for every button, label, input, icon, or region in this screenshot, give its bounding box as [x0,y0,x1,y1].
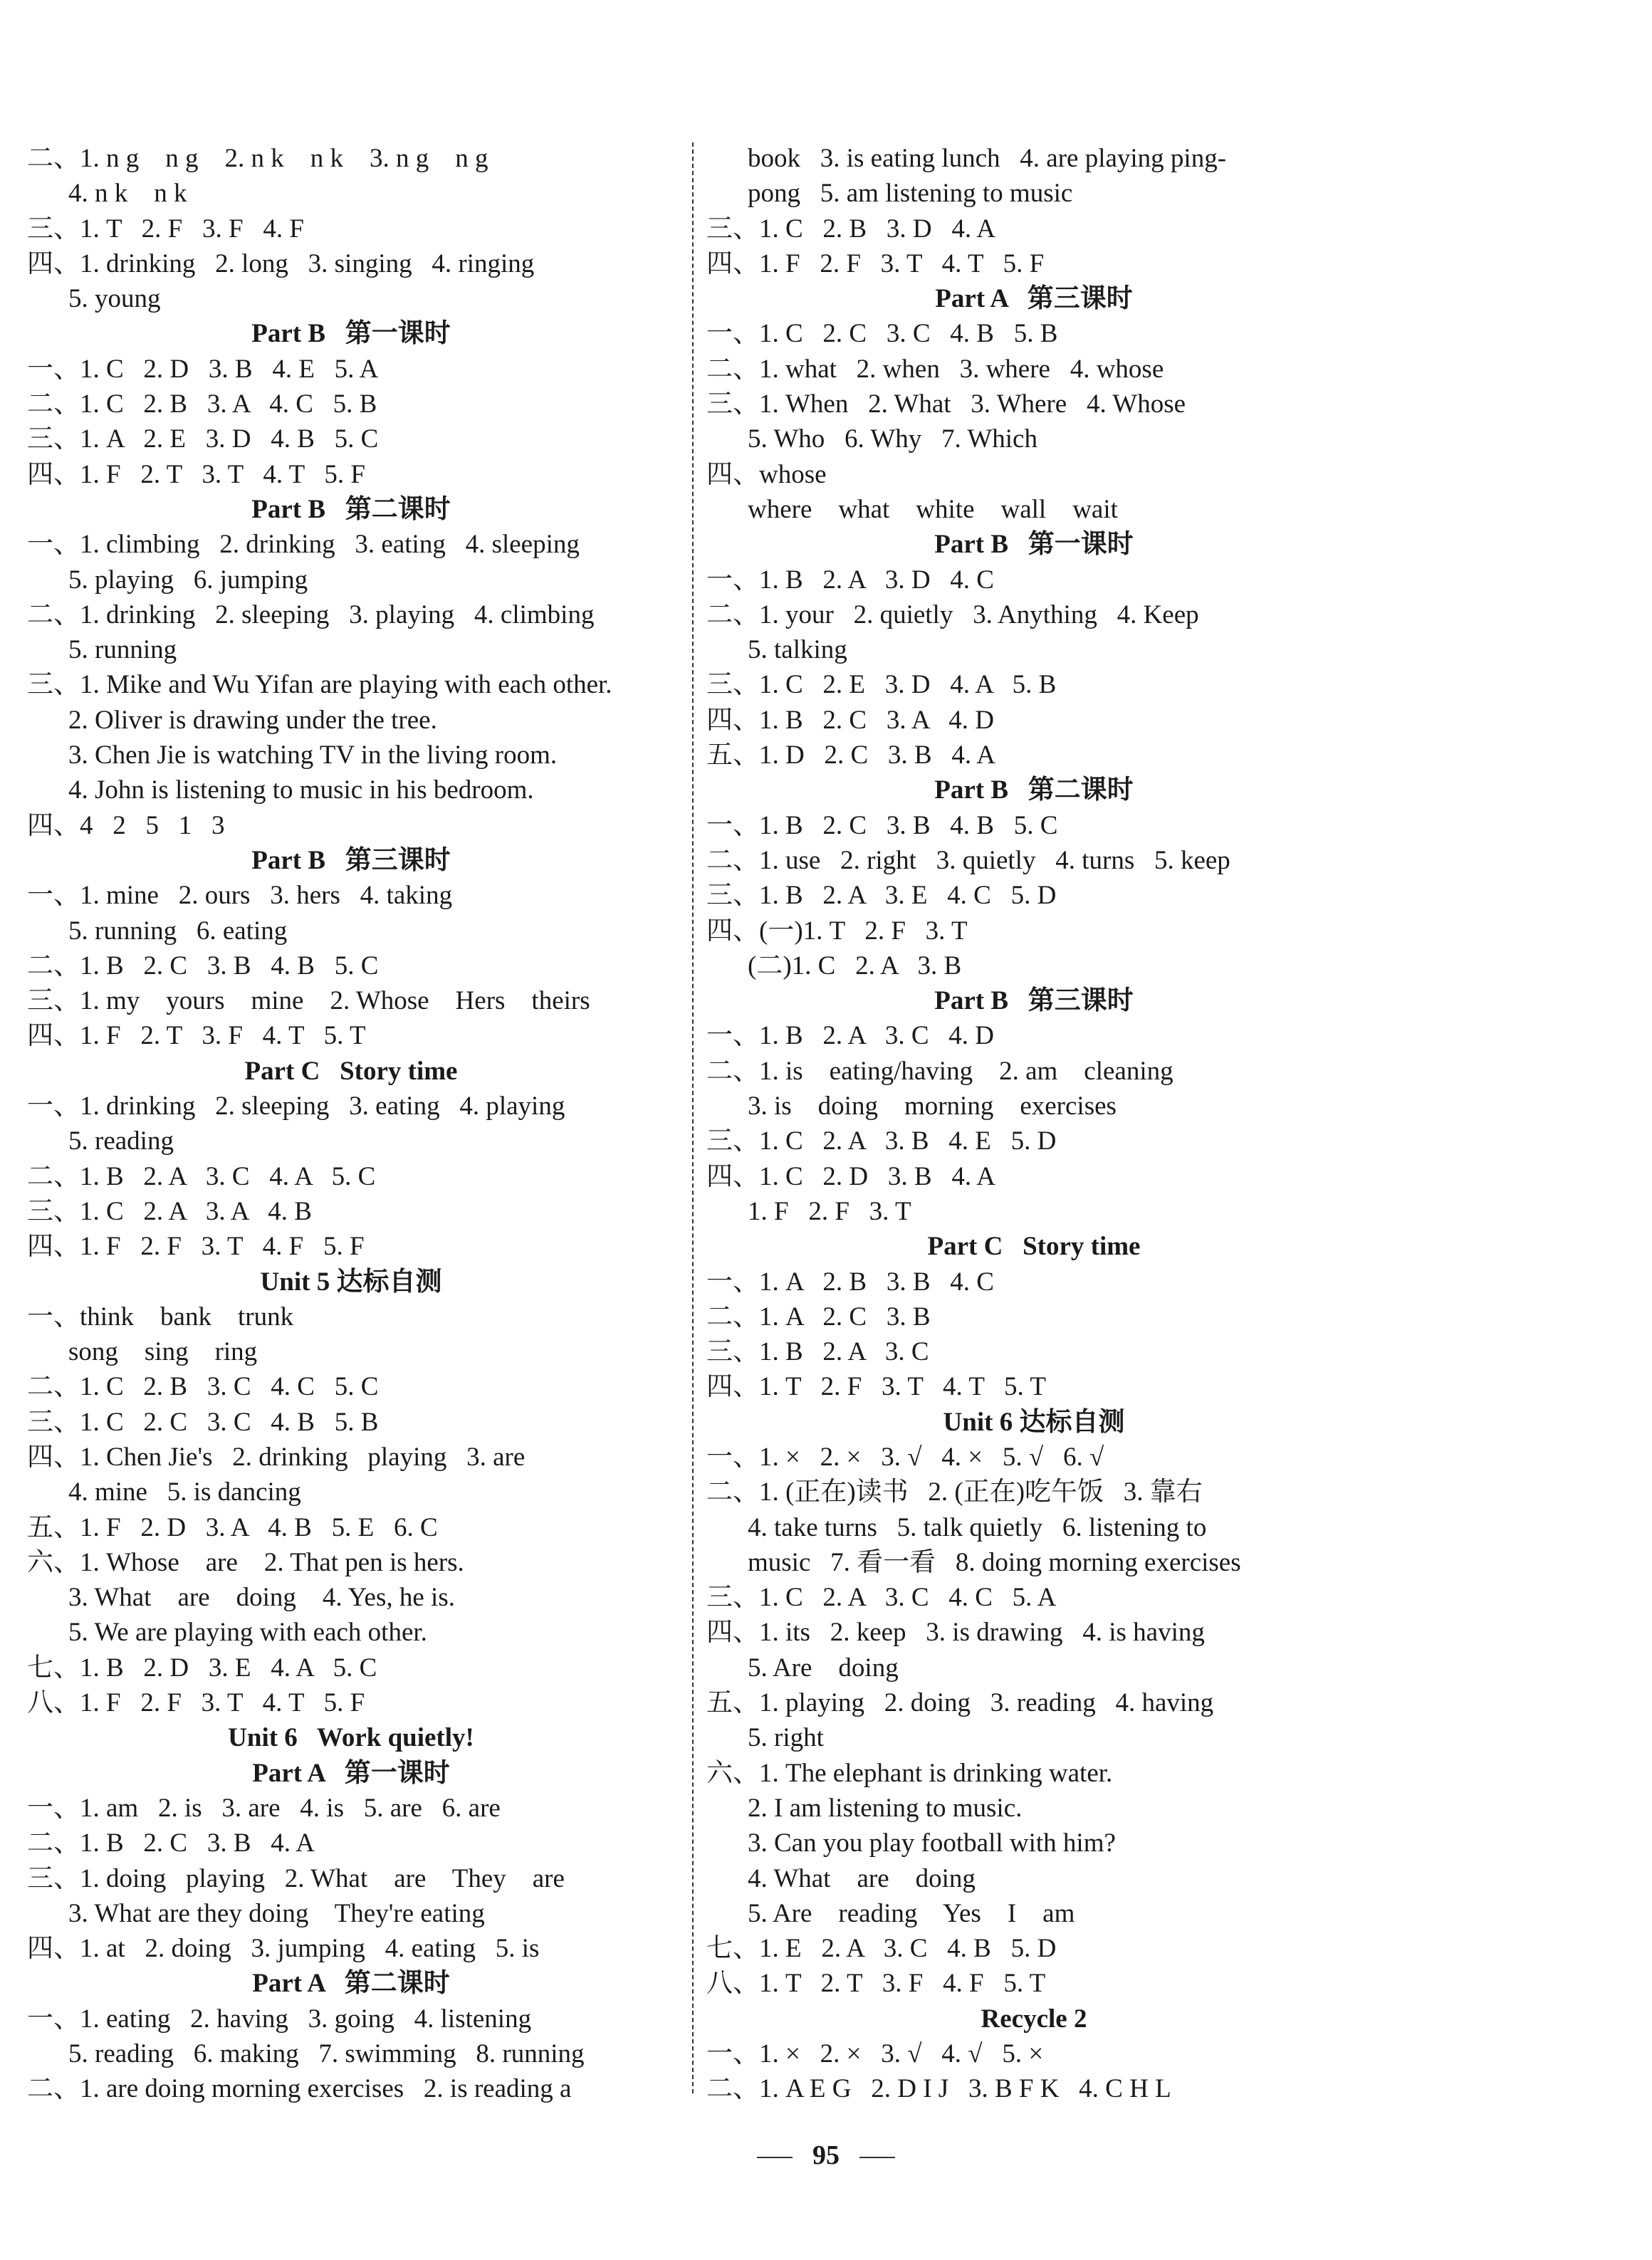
answer-line: 二、1. are doing morning exercises 2. is reading a [27,2074,572,2104]
answer-line: 二、1. n g n g 2. n k n k 3. n g n g [27,144,488,173]
answer-line: 二、1. is eating/having 2. am cleaning [706,1056,1173,1086]
answer-line: 七、1. E 2. A 3. C 4. B 5. D [706,1934,1057,1964]
answer-line: 3. What are doing 4. Yes, he is. [68,1583,455,1613]
answer-line: 三、1. Mike and Wu Yifan are playing with each other. [27,670,612,700]
answer-line: 一、1. B 2. C 3. B 4. B 5. C [706,810,1058,840]
answer-line: 4. John is listening to music in his bedroom. [68,775,534,805]
answer-line: 四、1. T 2. F 3. T 4. T 5. T [706,1372,1046,1402]
section-heading: Part B 第二课时 [251,494,451,524]
section-heading: Unit 6 Work quietly! [228,1723,474,1753]
answer-line: 三、1. doing playing 2. What are They are [27,1863,565,1893]
answer-line: 4. mine 5. is dancing [68,1477,301,1507]
answer-line: 四、1. F 2. F 3. T 4. T 5. F [706,249,1045,278]
section-heading: Part B 第三课时 [934,986,1134,1016]
answer-line: 一、1. mine 2. ours 3. hers 4. taking [27,881,453,911]
answer-line: 四、1. its 2. keep 3. is drawing 4. is having [706,1618,1205,1648]
answer-line: 五、1. D 2. C 3. B 4. A [706,741,996,770]
answer-line: 5. young [68,284,161,314]
answer-line: 四、whose [706,459,827,489]
answer-line: 一、1. A 2. B 3. B 4. C [706,1267,994,1297]
answer-line: 一、1. climbing 2. drinking 3. eating 4. sleeping [27,530,580,560]
answer-line: 一、1. C 2. C 3. C 4. B 5. B [706,319,1058,349]
answer-line: 5. Are reading Yes I am [748,1898,1075,1928]
section-heading: Part B 第一课时 [934,530,1134,560]
answer-line: 四、(一)1. T 2. F 3. T [706,916,968,946]
answer-line: pong 5. am listening to music [748,179,1073,209]
answer-line: 1. F 2. F 3. T [748,1196,911,1226]
answer-line: 四、1. at 2. doing 3. jumping 4. eating 5. is [27,1934,540,1964]
answer-line: 三、1. C 2. C 3. C 4. B 5. B [27,1407,379,1437]
answer-line: 5. running [68,635,177,665]
answer-line: 二、1. what 2. when 3. where 4. whose [706,354,1164,384]
answer-line: 5. Who 6. Why 7. Which [748,424,1037,454]
answer-line: 八、1. T 2. T 3. F 4. F 5. T [706,1969,1046,1999]
answer-line: 一、1. B 2. A 3. C 4. D [706,1021,994,1051]
answer-line: 4. What are doing [748,1863,976,1893]
answer-line: 5. running 6. eating [68,916,288,946]
answer-line: book 3. is eating lunch 4. are playing ping- [748,144,1227,173]
section-heading: Part C Story time [927,1232,1141,1262]
answer-line: 三、1. B 2. A 3. C [706,1337,929,1367]
section-heading: Unit 5 达标自测 [260,1267,442,1297]
answer-line: 3. Can you play football with him? [748,1829,1116,1858]
answer-line: 一、1. eating 2. having 3. going 4. listening [27,2004,532,2034]
answer-line: 五、1. F 2. D 3. A 4. B 5. E 6. C [27,1512,438,1542]
answer-line: 三、1. When 2. What 3. Where 4. Whose [706,389,1186,419]
answer-line: 二、1. (正在)读书 2. (正在)吃午饭 3. 靠右 [706,1477,1203,1507]
answer-line: 三、1. C 2. A 3. C 4. C 5. A [706,1583,1057,1613]
right-column [706,141,1361,2107]
answer-line: 二、1. B 2. A 3. C 4. A 5. C [27,1161,376,1191]
section-heading: Part B 第三课时 [251,845,451,875]
answer-line: 2. Oliver is drawing under the tree. [68,705,437,735]
answer-line: 3. is doing morning exercises [748,1092,1117,1121]
section-heading: Recycle 2 [981,2004,1087,2034]
answer-line: 二、1. A 2. C 3. B [706,1302,931,1332]
answer-line: 一、1. C 2. D 3. B 4. E 5. A [27,354,379,384]
answer-line: 三、1. C 2. E 3. D 4. A 5. B [706,670,1057,700]
answer-line: 六、1. Whose are 2. That pen is hers. [27,1547,464,1577]
answer-line: 5. Are doing [748,1653,899,1683]
answer-line: 四、1. B 2. C 3. A 4. D [706,705,994,735]
answer-line: 二、1. use 2. right 3. quietly 4. turns 5. keep [706,845,1230,875]
section-heading: Part B 第一课时 [251,319,451,349]
footer-dash-left [757,2157,793,2158]
answer-line: 八、1. F 2. F 3. T 4. T 5. F [27,1688,365,1718]
answer-line: 三、1. C 2. A 3. A 4. B [27,1196,312,1226]
answer-line: 三、1. my yours mine 2. Whose Hers theirs [27,986,590,1016]
answer-line: 4. n k n k [68,179,187,209]
answer-line: 四、1. F 2. T 3. T 4. T 5. F [27,459,365,489]
answer-line: 三、1. B 2. A 3. E 4. C 5. D [706,881,1057,911]
answer-line: 5. talking [748,635,847,665]
answer-line: 一、1. B 2. A 3. D 4. C [706,565,994,595]
page-footer [0,2140,1652,2171]
answer-line: 一、1. drinking 2. sleeping 3. eating 4. playing [27,1092,565,1121]
answer-line: 二、1. B 2. C 3. B 4. B 5. C [27,951,379,980]
answer-line: 六、1. The elephant is drinking water. [706,1758,1113,1788]
answer-line: 二、1. drinking 2. sleeping 3. playing 4. climbing [27,600,595,629]
answer-line: 三、1. C 2. A 3. B 4. E 5. D [706,1126,1057,1156]
answer-line: 5. right [748,1723,824,1753]
answer-line: 四、1. F 2. F 3. T 4. F 5. F [27,1232,365,1262]
left-column [27,141,675,2107]
answer-line: 一、1. × 2. × 3. √ 4. √ 5. × [706,2039,1044,2069]
section-heading: Part A 第一课时 [252,1758,450,1788]
answer-line: 5. reading 6. making 7. swimming 8. running [68,2039,585,2069]
answer-line: 3. Chen Jie is watching TV in the living room. [68,741,558,770]
answer-line: 4. take turns 5. talk quietly 6. listening to [748,1512,1207,1542]
answer-line: music 7. 看一看 8. doing morning exercises [748,1547,1241,1577]
answer-line: 四、1. drinking 2. long 3. singing 4. ringing [27,249,535,278]
answer-line: song sing ring [68,1337,258,1367]
answer-line: 三、1. C 2. B 3. D 4. A [706,214,996,244]
section-heading: Part B 第二课时 [934,775,1134,805]
answer-line: 一、1. × 2. × 3. √ 4. × 5. √ 6. √ [706,1442,1104,1472]
answer-line: 3. What are they doing They're eating [68,1898,485,1928]
answer-line: 四、1. Chen Jie's 2. drinking playing 3. are [27,1442,526,1472]
answer-line: 五、1. playing 2. doing 3. reading 4. having [706,1688,1214,1718]
answer-line: 四、4 2 5 1 3 [27,810,225,840]
answer-line: 三、1. A 2. E 3. D 4. B 5. C [27,424,379,454]
answer-line: 5. We are playing with each other. [68,1618,427,1648]
column-divider [692,142,694,2093]
answer-line: 一、1. am 2. is 3. are 4. is 5. are 6. are [27,1793,501,1823]
answer-line: 二、1. A E G 2. D I J 3. B F K 4. C H L [706,2074,1171,2104]
section-heading: Part A 第三课时 [935,284,1133,314]
page-number: 95 [812,2140,840,2170]
answer-line: 七、1. B 2. D 3. E 4. A 5. C [27,1653,377,1683]
answer-line: 二、1. C 2. B 3. C 4. C 5. C [27,1372,379,1402]
section-heading: Part A 第二课时 [252,1969,450,1999]
answer-line: 二、1. your 2. quietly 3. Anything 4. Keep [706,600,1199,629]
answer-line: 2. I am listening to music. [748,1793,1023,1823]
answer-line: 5. playing 6. jumping [68,565,308,595]
section-heading: Unit 6 达标自测 [943,1407,1125,1437]
answer-line: where what white wall wait [748,494,1118,524]
answer-line: 三、1. T 2. F 3. F 4. F [27,214,304,244]
answer-line: 二、1. C 2. B 3. A 4. C 5. B [27,389,377,419]
footer-dash-right [859,2157,895,2158]
answer-line: 四、1. F 2. T 3. F 4. T 5. T [27,1021,366,1051]
answer-line: 二、1. B 2. C 3. B 4. A [27,1829,315,1858]
answer-line: 四、1. C 2. D 3. B 4. A [706,1161,996,1191]
section-heading: Part C Story time [244,1056,458,1086]
answer-line: 一、think bank trunk [27,1302,294,1332]
answer-line: (二)1. C 2. A 3. B [748,951,962,980]
answer-line: 5. reading [68,1126,174,1156]
